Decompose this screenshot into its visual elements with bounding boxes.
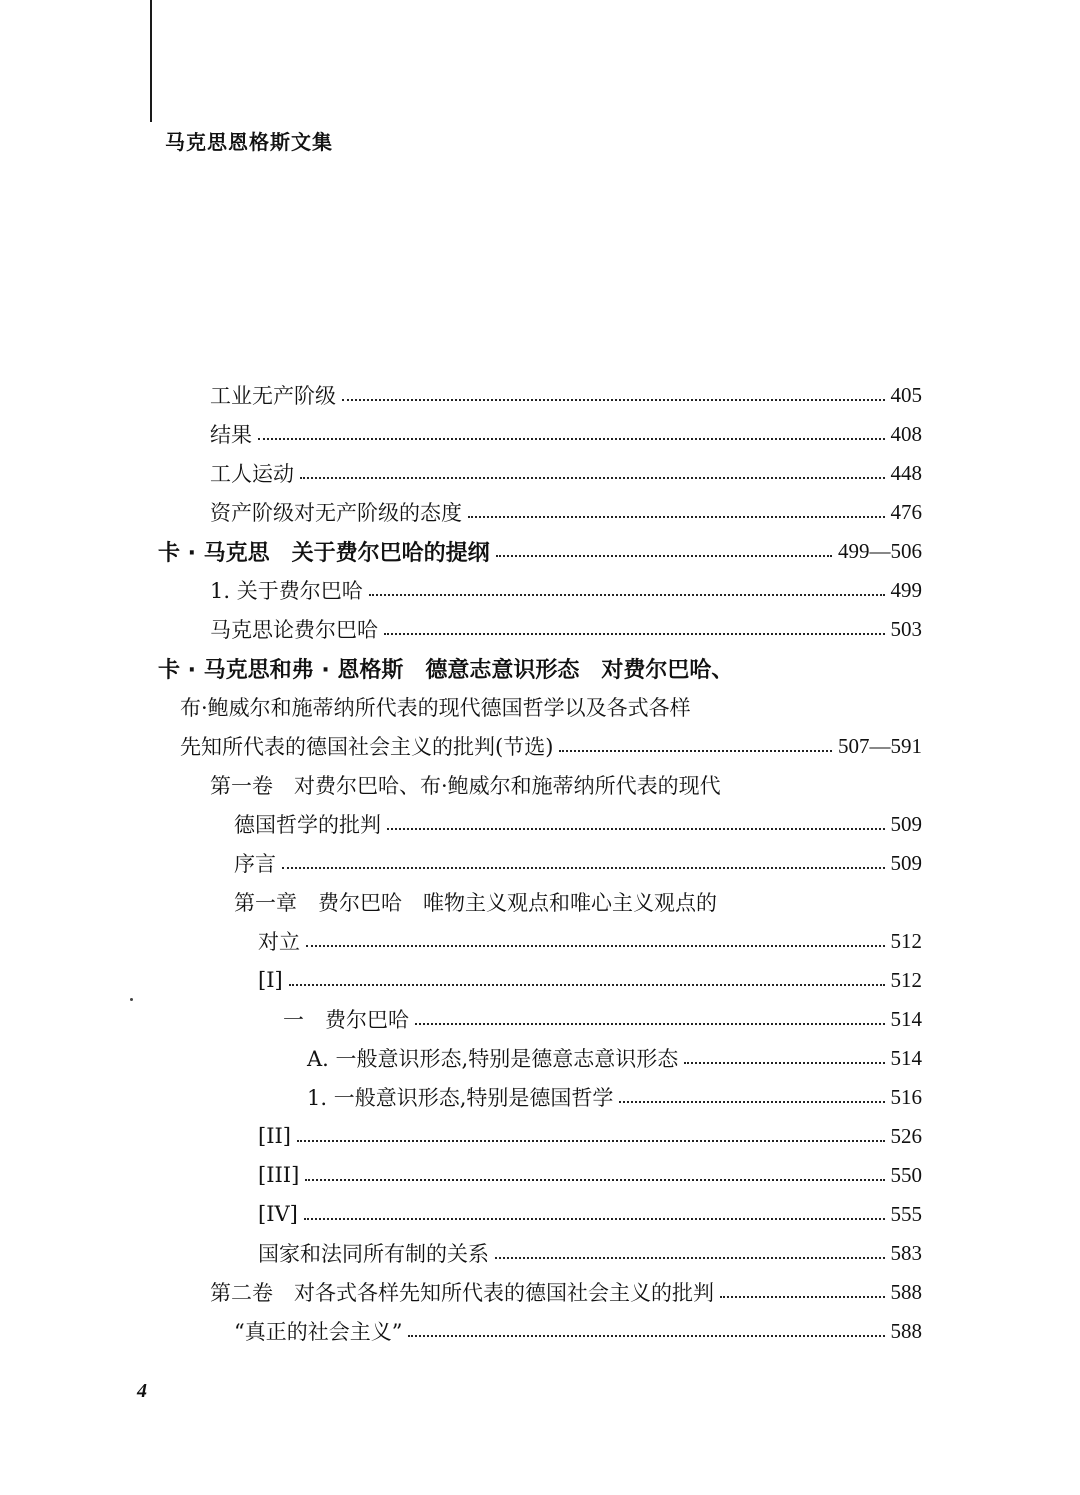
toc-entry-page: 516 — [890, 1084, 922, 1109]
leader-dots — [304, 1218, 885, 1220]
toc-entry-title: “真正的社会主义” — [234, 1320, 403, 1344]
toc-entry-page: 514 — [890, 1006, 922, 1031]
toc-entry-continuation — [234, 804, 922, 844]
toc-entry-title: 马克思论费尔巴哈 — [210, 618, 378, 642]
toc-entry-page: 499—506 — [838, 538, 922, 563]
scan-speck — [130, 998, 133, 1001]
toc-entry-title: 工业无产阶级 — [210, 384, 336, 408]
toc-entry-page: 507—591 — [838, 733, 922, 758]
leader-dots — [306, 945, 885, 947]
toc-entry — [283, 999, 922, 1039]
toc-entry-page: 512 — [890, 928, 922, 953]
toc-entry-page: 555 — [890, 1201, 922, 1226]
toc-entry — [258, 1233, 922, 1273]
toc-entry-title: 结果 — [210, 423, 252, 447]
leader-dots — [559, 750, 832, 752]
toc-entry-page: 514 — [890, 1045, 922, 1070]
toc-entry — [210, 375, 922, 415]
toc-entry-title: 第一卷 对费尔巴哈、布·鲍威尔和施蒂纳所代表的现代 — [210, 774, 721, 798]
toc-entry-title: [II] — [258, 1124, 291, 1148]
toc-entry — [307, 1077, 922, 1117]
toc-entry-page: 503 — [890, 616, 922, 641]
toc-entry-title: 一 费尔巴哈 — [283, 1008, 409, 1032]
toc-entry-major — [158, 648, 922, 688]
toc-entry-page: 476 — [890, 499, 922, 524]
leader-dots — [289, 984, 885, 986]
leader-dots — [720, 1296, 885, 1298]
toc-entry-title: 第一章 费尔巴哈 唯物主义观点和唯心主义观点的 — [234, 891, 717, 915]
leader-dots — [468, 516, 885, 518]
toc-entry-title: 1. 关于费尔巴哈 — [210, 579, 363, 603]
toc-entry — [258, 960, 922, 1000]
toc-entry-title: 序言 — [234, 852, 276, 876]
toc-entry — [210, 765, 922, 805]
toc-entry-page: 509 — [890, 811, 922, 836]
leader-dots — [387, 828, 885, 830]
toc-entry-title: 德国哲学的批判 — [234, 813, 381, 837]
toc-entry-page: 550 — [890, 1162, 922, 1187]
toc-entry — [210, 570, 922, 610]
toc-entry-title: 第二卷 对各式各样先知所代表的德国社会主义的批判 — [210, 1281, 714, 1305]
toc-entry — [210, 453, 922, 493]
toc-entry-title: 布·鲍威尔和施蒂纳所代表的现代德国哲学以及各式各样 — [180, 696, 691, 720]
leader-dots — [384, 633, 885, 635]
toc-entry-title: 资产阶级对无产阶级的态度 — [210, 501, 462, 525]
margin-rule — [150, 0, 152, 122]
toc-entry — [234, 1311, 922, 1351]
toc-entry-page: 499 — [890, 577, 922, 602]
toc-entry-page: 448 — [890, 460, 922, 485]
leader-dots — [300, 477, 885, 479]
toc-entry — [234, 843, 922, 883]
toc-entry-continuation — [180, 726, 922, 766]
toc-entry — [210, 609, 922, 649]
toc-entry — [234, 882, 922, 922]
toc-entry — [210, 414, 922, 454]
toc-entry — [307, 1038, 922, 1078]
leader-dots — [408, 1335, 884, 1337]
toc-entry-continuation — [258, 921, 922, 961]
toc-entry-title: A. 一般意识形态,特别是德意志意识形态 — [307, 1047, 679, 1071]
toc-entry-continuation — [180, 687, 922, 727]
toc-entry-title: [I] — [258, 968, 283, 992]
toc-entry — [258, 1155, 922, 1195]
page-number: 4 — [137, 1380, 147, 1402]
leader-dots — [495, 1257, 885, 1259]
toc-entry-page: 526 — [890, 1123, 922, 1148]
toc-entry-title: [III] — [258, 1163, 300, 1187]
toc-entry-page: 583 — [890, 1240, 922, 1265]
leader-dots — [369, 594, 885, 596]
toc-entry — [210, 492, 922, 532]
toc-entry-major — [158, 531, 922, 571]
toc-entry-page: 588 — [890, 1279, 922, 1304]
toc-entry-page: 512 — [890, 967, 922, 992]
toc-entry-page: 408 — [890, 421, 922, 446]
toc-entry-title: 对立 — [258, 930, 300, 954]
leader-dots — [619, 1101, 884, 1103]
toc-entry-title: [IV] — [258, 1202, 298, 1226]
leader-dots — [282, 867, 885, 869]
toc-entry-title: 工人运动 — [210, 462, 294, 486]
toc-entry-title: 卡 · 马克思和弗 · 恩格斯 德意志意识形态 对费尔巴哈、 — [158, 657, 734, 683]
toc-entry-title: 国家和法同所有制的关系 — [258, 1242, 489, 1266]
leader-dots — [684, 1062, 884, 1064]
toc-entry — [258, 1194, 922, 1234]
toc-entry — [210, 1272, 922, 1312]
leader-dots — [415, 1023, 885, 1025]
toc-entry-title: 先知所代表的德国社会主义的批判(节选) — [180, 735, 554, 759]
toc-entry — [258, 1116, 922, 1156]
leader-dots — [297, 1140, 885, 1142]
toc-entry-page: 588 — [890, 1318, 922, 1343]
toc-entry-page: 405 — [890, 382, 922, 407]
leader-dots — [258, 438, 885, 440]
toc-entry-title: 卡 · 马克思 关于费尔巴哈的提纲 — [158, 540, 490, 566]
leader-dots — [342, 399, 885, 401]
leader-dots — [305, 1179, 884, 1181]
leader-dots — [496, 555, 832, 557]
running-head: 马克思恩格斯文集 — [165, 130, 333, 154]
toc-entry-page: 509 — [890, 850, 922, 875]
toc-entry-title: 1. 一般意识形态,特别是德国哲学 — [307, 1086, 614, 1110]
